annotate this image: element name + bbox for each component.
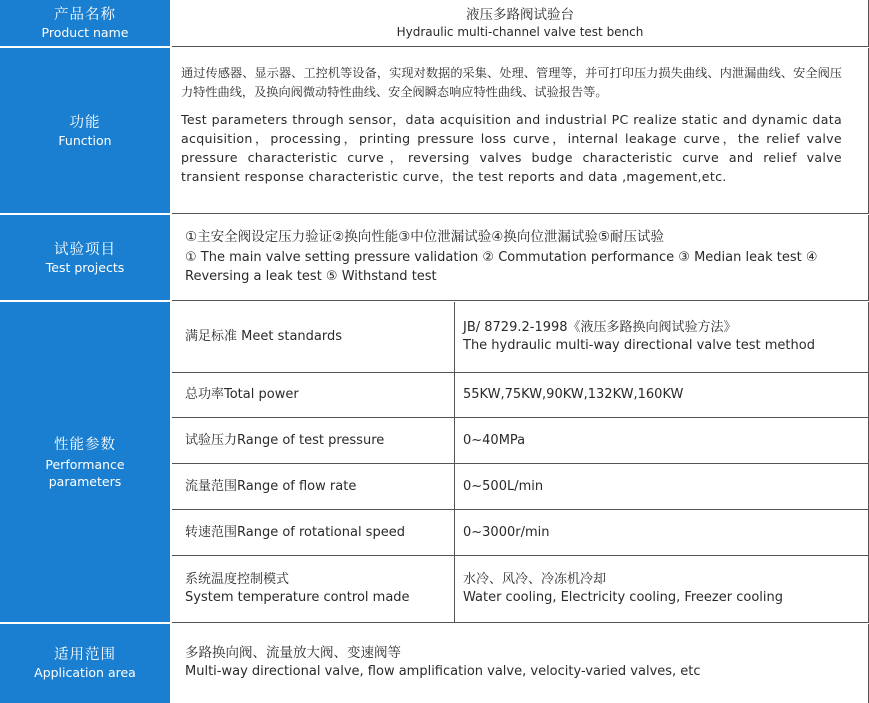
test-projects-label-zh: 试验项目 [54, 241, 116, 258]
application-label-en: Application area [34, 665, 136, 680]
param-key [172, 556, 455, 622]
application-label-zh: 适用范围 [54, 647, 116, 663]
application-row [0, 624, 869, 703]
function-text-zh: 通过传感器、显示器、工控机等设备，实现对数据的采集、处理、管理等，并可打印压力损失曲线、内泄漏曲线、安全阀压力特性曲线，及换向阀微动特性曲线、安全阀瞬态响应特性曲线、试验报告等。 [181, 66, 842, 99]
param-row-temperature [172, 556, 869, 623]
test-projects-text-en: ① The main valve setting pressure validation ② Commutation performance ③ Median leak test ④ Reversing a leak test ⑤ Withstand test [185, 250, 818, 284]
product-title-zh: 液压多路阀试验台 [466, 6, 574, 23]
product-row [0, 0, 869, 47]
param-key-line2: System temperature control made [185, 590, 410, 605]
test-projects-text-zh: ①主安全阀设定压力验证②换向性能③中位泄漏试验④换向位泄漏试验⑤耐压试验 [185, 229, 665, 245]
function-label-en: Function [58, 132, 112, 148]
performance-row [0, 302, 172, 623]
param-row-pressure [172, 418, 869, 464]
param-value: 55KW,75KW,90KW,132KW,160KW [463, 387, 684, 402]
param-row-power [172, 373, 869, 418]
param-value [455, 556, 868, 622]
application-text-en: Multi-way directional valve, flow amplification valve, velocity-varied valves, etc [185, 664, 701, 679]
application-label [0, 624, 172, 703]
param-value-line1: JB/ 8729.2-1998《液压多路换向阀试验方法》 [463, 320, 737, 335]
application-content [172, 624, 869, 703]
test-projects-content [172, 215, 869, 301]
performance-label-zh: 性能参数 [54, 436, 116, 453]
function-label [0, 48, 172, 214]
product-label-en: Product name [41, 25, 129, 40]
param-key: 转速范围Range of rotational speed [172, 510, 455, 555]
test-projects-label-en: Test projects [45, 259, 125, 275]
performance-label-en2: parameters [48, 473, 122, 489]
function-label-zh: 功能 [69, 114, 101, 131]
param-value: 0~500L/min [463, 478, 544, 494]
performance-label-en1: Performance [45, 456, 125, 472]
param-value: 0~40MPa [463, 432, 526, 448]
function-text-en: Test parameters through sensor，data acquisition and industrial PC realize static and dynamic data acquisition，processing，printing pressure loss curve，internal leakage curve，the relief valve pressure characteristic curve，reversing valves budge characteristic curve and relief valve transient response characteristic curve，the test reports and data ,magement,etc. [181, 112, 842, 184]
param-key: 满足标准 Meet standards [172, 302, 455, 372]
application-text-zh: 多路换向阀、流量放大阀、变速阀等 [185, 645, 401, 661]
test-projects-label [0, 215, 172, 301]
test-projects-row [0, 215, 869, 301]
function-row [0, 48, 869, 214]
param-value-line2: Water cooling, Electricity cooling, Freezer cooling [463, 590, 783, 605]
function-content [172, 48, 869, 214]
param-row-flow [172, 464, 869, 510]
param-row-standards [172, 302, 869, 373]
param-value-line1: 水冷、风冷、冷冻机冷却 [463, 572, 607, 587]
product-title [172, 0, 869, 47]
product-title-en: Hydraulic multi-channel valve test bench [396, 24, 644, 39]
param-value-line2: The hydraulic multi-way directional valve test method [463, 338, 815, 353]
performance-label [0, 302, 172, 623]
param-key-line1: 系统温度控制模式 [185, 572, 290, 587]
param-key: 试验压力Range of test pressure [172, 418, 455, 463]
param-row-speed [172, 510, 869, 556]
product-label [0, 0, 172, 47]
param-key: 流量范围Range of flow rate [172, 464, 455, 509]
product-label-zh: 产品名称 [54, 7, 116, 23]
param-value [455, 302, 868, 372]
param-value: 0~3000r/min [463, 524, 550, 540]
param-key: 总功率Total power [172, 373, 455, 417]
